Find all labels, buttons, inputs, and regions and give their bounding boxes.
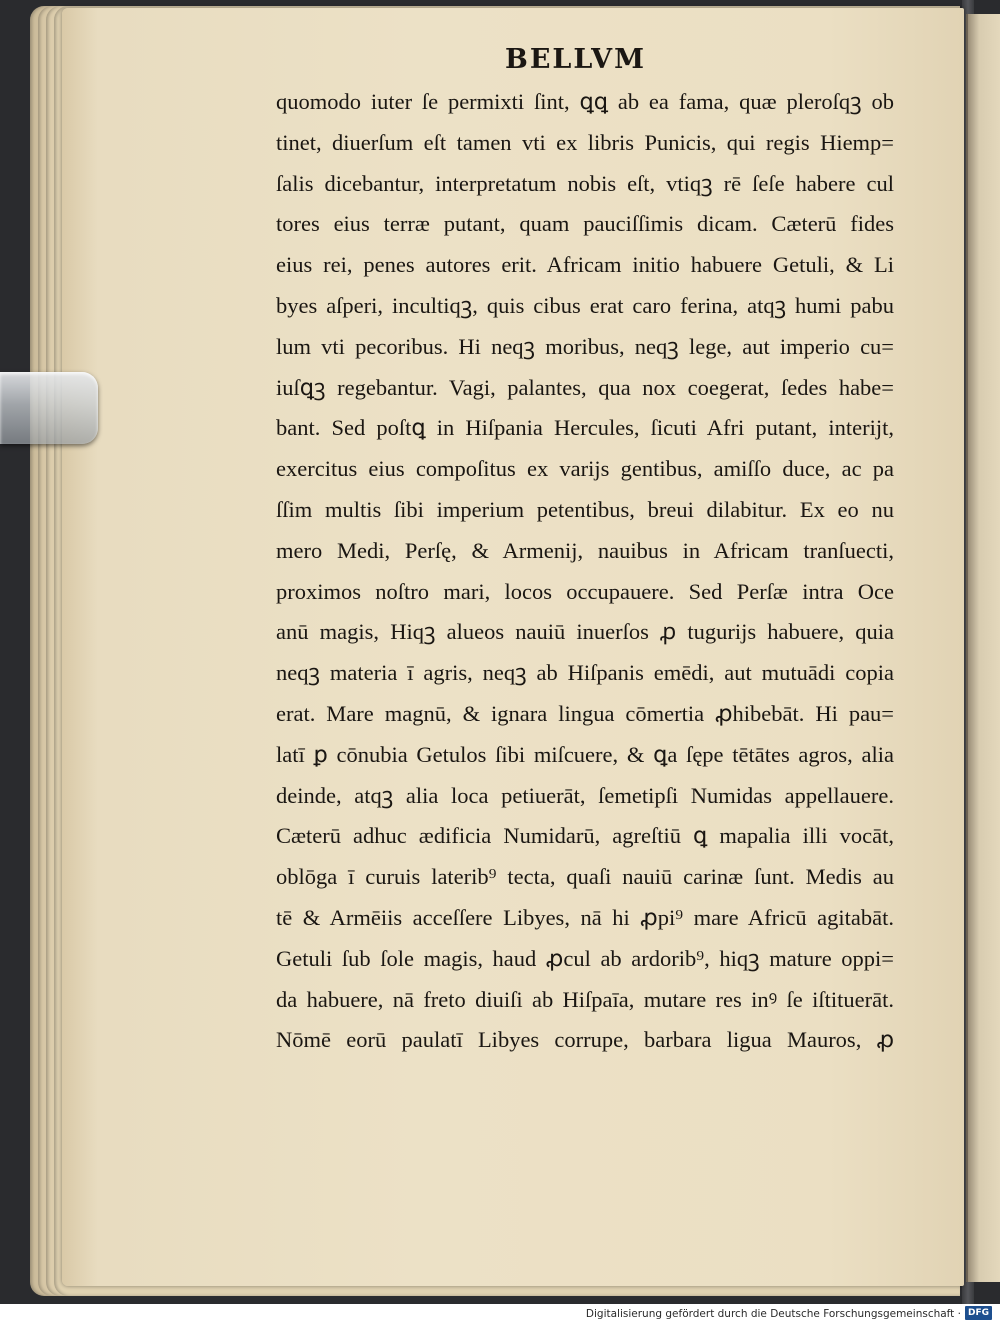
text-line: mero Medi, Perſę, & Armenij, nauibus in Africam tranſuecti, <box>276 537 894 563</box>
text-line: anū magis, Hiqꝫ alueos nauiū inuerſos ꝓ tugurijs habuere, quia <box>276 619 894 645</box>
text-line: byes aſperi, incultiqꝫ, quis cibus erat caro ferina, atqꝫ humi pabu <box>276 292 894 318</box>
text-line: oblōga ī curuis laterib⁹ tecta, quaſi nauiū carinæ ſunt. Medis au <box>276 864 894 890</box>
text-line: neqꝫ materia ī agris, neqꝫ ab Hiſpanis emēdi, aut mutuādi copia <box>276 660 894 686</box>
text-line: ſſim multis ſibi imperium petentibus, breui dilabitur. Ex eo nu <box>276 496 894 522</box>
text-line: exercitus eius compoſitus ex varijs gentibus, amiſſo duce, ac pa <box>276 456 894 482</box>
text-line: lum vti pecoribus. Hi neqꝫ moribus, neqꝫ lege, aut imperio cu= <box>276 333 894 359</box>
body-text <box>276 82 894 1061</box>
glass-page-clamp <box>0 372 98 444</box>
footer-text: Digitalisierung gefördert durch die Deutsche Forschungsgemeinschaft · <box>585 1308 961 1320</box>
text-line: ſalis dicebantur, interpretatum nobis eſt, vtiqꝫ rē ſeſe habere cul <box>276 170 894 196</box>
text-line: erat. Mare magnū, & ignara lingua cōmertia ꝓhibebāt. Hi pau= <box>276 700 894 726</box>
text-line: bant. Sed poſtꝗ in Hiſpania Hercules, ſicuti Afri putant, interijt, <box>276 415 894 441</box>
text-line: tinet, diuerſum eſt tamen vti ex libris Punicis, qui regis Hiemp= <box>276 129 894 155</box>
running-header: BELLVM <box>505 44 647 75</box>
text-line: eius rei, penes autores erit. Africam initio habuere Getuli, & Li <box>276 252 894 278</box>
text-line: deinde, atqꝫ alia loca petiuerāt, ſemetipſi Numidas appellauere. <box>276 782 894 808</box>
text-line: Getuli ſub ſole magis, haud ꝓcul ab ardorib⁹, hiqꝫ mature oppi= <box>276 945 894 971</box>
funding-footer <box>0 1304 1000 1324</box>
text-line: tores eius terræ putant, quam pauciſſimis dicam. Cæterū fides <box>276 211 894 237</box>
text-line: tē & Armēiis acceſſere Libyes, nā hi ꝓpi⁹ mare Africū agitabāt. <box>276 904 894 930</box>
text-line: proximos noſtro mari, locos occupauere. Sed Perſæ intra Oce <box>276 578 894 604</box>
dfg-logo-icon: DFG <box>965 1306 992 1320</box>
text-line: Nōmē eorū paulatī Libyes corrupe, barbara ligua Mauros, ꝓ <box>276 1027 894 1053</box>
text-line: iuſꝗꝫ regebantur. Vagi, palantes, qua nox coegerat, ſedes habe= <box>276 374 894 400</box>
facing-page-edge <box>966 14 1000 1282</box>
text-line: Cæterū adhuc ædificia Numidarū, agreſtiū ꝗ mapalia illi vocāt, <box>276 823 894 849</box>
text-line: quomodo iuter ſe permixti ſint, ꝗꝗ ab ea fama, quæ pleroſqꝫ ob <box>276 89 894 114</box>
text-line: latī ꝑ cōnubia Getulos ſibi miſcuere, & ꝗa ſępe tētātes agros, alia <box>276 741 894 767</box>
text-line: da habuere, nā freto diuiſi ab Hiſpaīa, mutare res inꝰ ſe iſtituerāt. <box>276 986 894 1012</box>
